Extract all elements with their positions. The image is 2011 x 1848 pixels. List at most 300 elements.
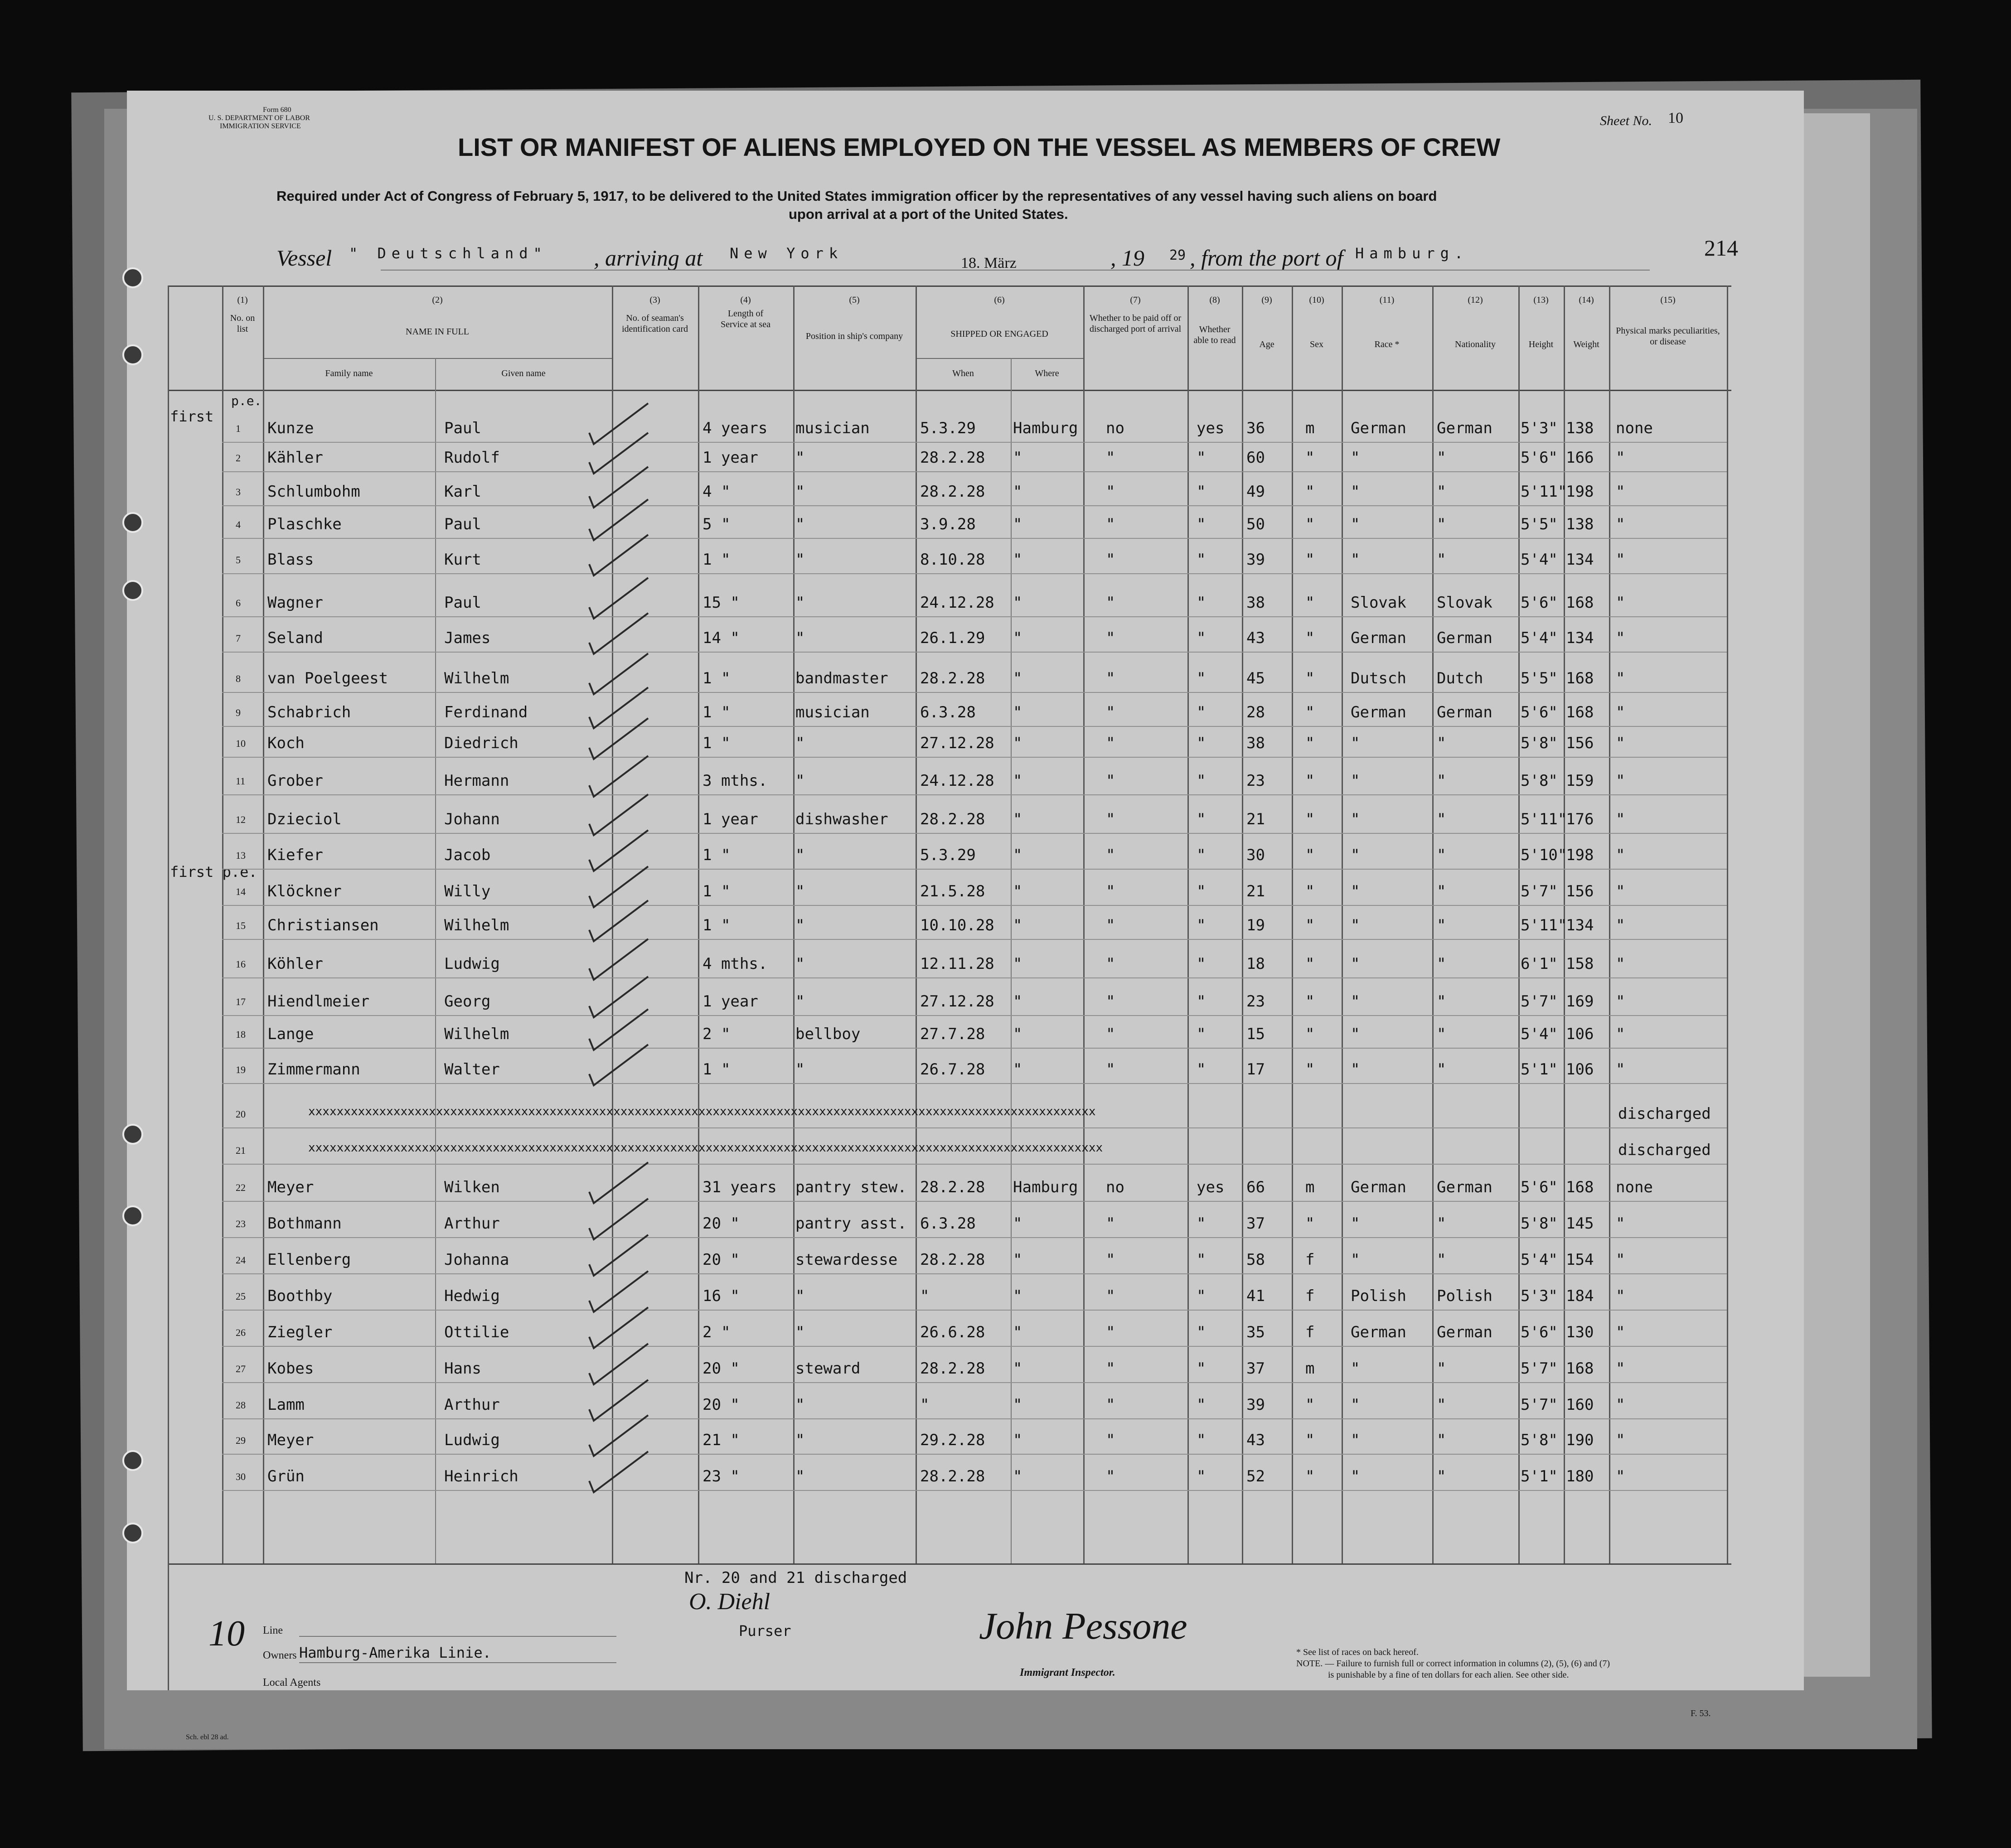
row-nat: "	[1437, 483, 1446, 501]
row-family: Klöckner	[267, 882, 342, 900]
row-family: Koch	[267, 734, 305, 752]
row-family: Kähler	[267, 449, 323, 467]
row-family: Blass	[267, 551, 314, 569]
row-when: 26.1.29	[920, 629, 985, 647]
row-when: "	[920, 1287, 930, 1305]
row-given: Paul	[444, 515, 481, 533]
row-number: 28	[236, 1399, 246, 1411]
vessel-label: Vessel	[276, 245, 332, 271]
row-number: 15	[236, 920, 246, 931]
row-where: "	[1013, 1396, 1022, 1414]
row-age: 15	[1246, 1025, 1265, 1043]
row-marks: "	[1616, 483, 1625, 501]
row-when: 24.12.28	[920, 772, 994, 790]
row-sex: "	[1305, 955, 1315, 973]
row-nat: "	[1437, 992, 1446, 1011]
row-paid: "	[1106, 1359, 1115, 1378]
row-family: Ziegler	[267, 1323, 333, 1341]
row-number: 3	[236, 486, 241, 498]
row-when: 28.2.28	[920, 1467, 985, 1485]
checkmark-icon	[589, 653, 648, 694]
row-nat: German	[1437, 1178, 1493, 1196]
row-given: Diedrich	[444, 734, 518, 752]
row-paid: "	[1106, 669, 1115, 687]
row-where: "	[1013, 955, 1022, 973]
row-read: "	[1197, 1060, 1206, 1079]
row-nat: German	[1437, 629, 1493, 647]
row-age: 37	[1246, 1359, 1265, 1378]
row-when: 21.5.28	[920, 882, 985, 900]
row-given: Paul	[444, 419, 481, 437]
row-position: musician	[795, 419, 870, 437]
row-age: 19	[1246, 916, 1265, 934]
row-nat: German	[1437, 1323, 1493, 1341]
row-race: "	[1351, 1025, 1360, 1043]
row-marks: "	[1616, 551, 1625, 569]
row-read: "	[1197, 1396, 1206, 1414]
row-race: "	[1351, 515, 1360, 533]
col-14-header: Weight	[1573, 339, 1599, 349]
row-marks: "	[1616, 1431, 1625, 1449]
row-service: 31 years	[703, 1178, 777, 1196]
row-nat: German	[1437, 703, 1493, 721]
row-read: "	[1197, 846, 1206, 864]
col-3-header: No. of seaman's identification card	[621, 313, 688, 334]
row-paid: no	[1106, 1178, 1124, 1196]
row-position: "	[795, 594, 805, 612]
row-family: Bothmann	[267, 1214, 342, 1233]
printer-code: Sch. ebl 28 ad.	[186, 1733, 229, 1741]
line-label: Line	[263, 1625, 283, 1636]
margin-note-pe: p.e.	[231, 393, 262, 408]
row-family: Schlumbohm	[267, 483, 360, 501]
local-agents-label: Local Agents	[263, 1677, 321, 1688]
row-marks: "	[1616, 1025, 1625, 1043]
checkmark-icon	[589, 1162, 648, 1203]
row-weight: 168	[1566, 669, 1594, 687]
row-race: German	[1351, 703, 1406, 721]
row-paid: "	[1106, 882, 1115, 900]
row-weight: 134	[1566, 551, 1594, 569]
row-paid: "	[1106, 992, 1115, 1011]
col-4-header: Length of Service at sea	[721, 309, 770, 329]
row-age: 21	[1246, 882, 1265, 900]
checkmark-icon	[589, 1451, 648, 1492]
col-10-num: (10)	[1309, 295, 1324, 305]
row-nat: "	[1437, 846, 1446, 864]
row-number: 18	[236, 1029, 246, 1040]
col-6-where: Where	[1035, 368, 1059, 378]
row-given: Ferdinand	[444, 703, 528, 721]
row-position: "	[795, 955, 805, 973]
row-sex: "	[1305, 1060, 1315, 1079]
row-sex: "	[1305, 772, 1315, 790]
row-marks: none	[1616, 419, 1653, 437]
sheet-number: 10	[1668, 110, 1683, 126]
row-age: 21	[1246, 810, 1265, 828]
row-sex: "	[1305, 882, 1315, 900]
row-read: "	[1197, 594, 1206, 612]
row-race: "	[1351, 810, 1360, 828]
row-paid: "	[1106, 1431, 1115, 1449]
checkmark-icon	[589, 830, 648, 871]
row-nat: "	[1437, 551, 1446, 569]
row-number: 23	[236, 1218, 246, 1229]
row-paid: "	[1106, 846, 1115, 864]
col-14-num: (14)	[1579, 295, 1594, 305]
row-age: 49	[1246, 483, 1265, 501]
col-5-num: (5)	[849, 295, 860, 305]
row-race: "	[1351, 1359, 1360, 1378]
row-when: 24.12.28	[920, 594, 994, 612]
col-3-num: (3)	[649, 295, 660, 305]
row-position: bandmaster	[795, 669, 888, 687]
row-service: 1 "	[703, 916, 731, 934]
row-age: 36	[1246, 419, 1265, 437]
row-age: 39	[1246, 1396, 1265, 1414]
col-5-header: Position in ship's company	[805, 331, 903, 341]
row-height: 5'8"	[1521, 734, 1558, 752]
row-given: Johanna	[444, 1251, 509, 1269]
row-where: Hamburg	[1013, 419, 1078, 437]
row-family: Grober	[267, 772, 323, 790]
row-paid: "	[1106, 515, 1115, 533]
row-nat: Polish	[1437, 1287, 1493, 1305]
checkmark-icon	[589, 467, 648, 508]
races-note: * See list of races on back hereof.	[1296, 1647, 1419, 1657]
row-when: 27.12.28	[920, 734, 994, 752]
row-service: 1 "	[703, 703, 731, 721]
row-sex: "	[1305, 629, 1315, 647]
row-paid: "	[1106, 449, 1115, 467]
row-given: Willy	[444, 882, 491, 900]
row-weight: 106	[1566, 1060, 1594, 1079]
row-when: 10.10.28	[920, 916, 994, 934]
checkmark-icon	[589, 794, 648, 835]
row-family: Köhler	[267, 955, 323, 973]
row-height: 5'10"	[1521, 846, 1567, 864]
row-position: "	[795, 551, 805, 569]
row-paid: "	[1106, 629, 1115, 647]
row-age: 43	[1246, 1431, 1265, 1449]
page-number: 214	[1704, 235, 1738, 261]
row-marks: "	[1616, 515, 1625, 533]
row-position: "	[795, 734, 805, 752]
row-age: 66	[1246, 1178, 1265, 1196]
row-sex: f	[1305, 1251, 1315, 1269]
year-suffix: 29	[1169, 247, 1186, 263]
department-line2: IMMIGRATION SERVICE	[220, 122, 301, 130]
col-7-header: Whether to be paid off or discharged port of arrival	[1089, 313, 1182, 334]
row-marks: "	[1616, 916, 1625, 934]
vessel-name: " Deutschland"	[349, 245, 548, 262]
row-nat: "	[1437, 1025, 1446, 1043]
row-paid: "	[1106, 772, 1115, 790]
row-when: 5.3.29	[920, 419, 976, 437]
row-sex: m	[1305, 1178, 1315, 1196]
row-height: 5'8"	[1521, 1214, 1558, 1233]
page-subtitle-2: upon arrival at a port of the United States.	[789, 206, 1068, 222]
row-marks: "	[1616, 449, 1625, 467]
struck-out-entry: xxxxxxxxxxxxxxxxxxxxxxxxxxxxxxxxxxxxxxxxxxxxxxxxxxxxxxxxxxxxxxxxxxxxxxxxxxxxxxxxxxxxxxxxxxxxxxxxxxxxxxxxxxxxxxxx	[308, 1141, 1103, 1155]
row-weight: 169	[1566, 992, 1594, 1011]
row-given: Wilhelm	[444, 669, 509, 687]
row-number: 10	[236, 738, 246, 749]
row-weight: 176	[1566, 810, 1594, 828]
row-height: 6'1"	[1521, 955, 1558, 973]
row-sex: "	[1305, 1214, 1315, 1233]
row-height: 5'6"	[1521, 1323, 1558, 1341]
row-sex: "	[1305, 916, 1315, 934]
col-4-num: (4)	[740, 295, 751, 305]
row-age: 43	[1246, 629, 1265, 647]
row-height: 5'3"	[1521, 1287, 1558, 1305]
row-where: "	[1013, 1431, 1022, 1449]
row-height: 5'7"	[1521, 882, 1558, 900]
row-service: 16 "	[703, 1287, 740, 1305]
row-service: 1 "	[703, 551, 731, 569]
col-11-num: (11)	[1379, 295, 1395, 305]
row-weight: 156	[1566, 882, 1594, 900]
row-number: 8	[236, 673, 241, 684]
checkmark-icon	[589, 1307, 648, 1348]
row-number: 6	[236, 597, 241, 609]
row-sex: "	[1305, 992, 1315, 1011]
row-service: 1 "	[703, 882, 731, 900]
row-weight: 138	[1566, 419, 1594, 437]
row-nat: "	[1437, 810, 1446, 828]
row-position: "	[795, 992, 805, 1011]
row-position: "	[795, 882, 805, 900]
row-height: 5'6"	[1521, 1178, 1558, 1196]
manifest-page	[127, 91, 1804, 1741]
row-height: 5'7"	[1521, 992, 1558, 1011]
row-given: Wilhelm	[444, 916, 509, 934]
row-weight: 154	[1566, 1251, 1594, 1269]
checkmark-icon	[589, 578, 648, 619]
row-marks: discharged	[1618, 1141, 1711, 1159]
row-marks: "	[1616, 1060, 1625, 1079]
row-weight: 166	[1566, 449, 1594, 467]
row-given: Ludwig	[444, 955, 500, 973]
row-age: 18	[1246, 955, 1265, 973]
form-code: F. 53.	[1691, 1708, 1711, 1718]
row-marks: discharged	[1618, 1105, 1711, 1123]
row-weight: 168	[1566, 1178, 1594, 1196]
row-position: "	[795, 916, 805, 934]
row-height: 5'4"	[1521, 1025, 1558, 1043]
row-service: 1 "	[703, 846, 731, 864]
row-race: "	[1351, 449, 1360, 467]
row-read: "	[1197, 1431, 1206, 1449]
row-number: 14	[236, 886, 246, 897]
row-service: 2 "	[703, 1025, 731, 1043]
row-given: Heinrich	[444, 1467, 518, 1485]
row-nat: "	[1437, 734, 1446, 752]
row-given: Kurt	[444, 551, 481, 569]
row-number: 24	[236, 1254, 246, 1266]
row-position: "	[795, 1431, 805, 1449]
row-read: "	[1197, 992, 1206, 1011]
row-number: 25	[236, 1291, 246, 1302]
row-number: 9	[236, 707, 241, 718]
row-race: "	[1351, 992, 1360, 1011]
row-when: 6.3.28	[920, 1214, 976, 1233]
row-given: Hedwig	[444, 1287, 500, 1305]
row-when: 28.2.28	[920, 1359, 985, 1378]
row-sex: "	[1305, 846, 1315, 864]
row-read: "	[1197, 703, 1206, 721]
row-sex: "	[1305, 515, 1315, 533]
row-where: "	[1013, 449, 1022, 467]
struck-out-entry: xxxxxxxxxxxxxxxxxxxxxxxxxxxxxxxxxxxxxxxxxxxxxxxxxxxxxxxxxxxxxxxxxxxxxxxxxxxxxxxxxxxxxxxxxxxxxxxxxxxxxxxxxxxxxxx	[308, 1105, 1096, 1118]
col-8-num: (8)	[1209, 295, 1220, 305]
row-nat: Slovak	[1437, 594, 1493, 612]
row-read: "	[1197, 1359, 1206, 1378]
row-service: 1 "	[703, 669, 731, 687]
row-number: 13	[236, 850, 246, 861]
row-family: Zimmermann	[267, 1060, 360, 1079]
row-read: "	[1197, 955, 1206, 973]
row-number: 1	[236, 423, 241, 434]
row-paid: "	[1106, 916, 1115, 934]
row-read: "	[1197, 1025, 1206, 1043]
row-given: Rudolf	[444, 449, 500, 467]
row-nat: "	[1437, 1251, 1446, 1269]
row-sex: "	[1305, 703, 1315, 721]
row-family: Grün	[267, 1467, 305, 1485]
row-paid: "	[1106, 1251, 1115, 1269]
row-family: Meyer	[267, 1431, 314, 1449]
row-family: Boothby	[267, 1287, 333, 1305]
row-read: "	[1197, 629, 1206, 647]
row-position: pantry asst.	[795, 1214, 907, 1233]
row-where: Hamburg	[1013, 1178, 1078, 1196]
inspector-label: Immigrant Inspector.	[1020, 1667, 1115, 1679]
row-when: "	[920, 1396, 930, 1414]
row-read: "	[1197, 1323, 1206, 1341]
row-height: 5'11"	[1521, 916, 1567, 934]
row-age: 45	[1246, 669, 1265, 687]
row-when: 26.7.28	[920, 1060, 985, 1079]
row-race: "	[1351, 1396, 1360, 1414]
row-where: "	[1013, 1060, 1022, 1079]
row-number: 29	[236, 1435, 246, 1446]
from-port: Hamburg.	[1355, 245, 1469, 262]
row-race: German	[1351, 629, 1406, 647]
row-service: 3 mths.	[703, 772, 768, 790]
row-family: Kobes	[267, 1359, 314, 1378]
col-15-num: (15)	[1660, 295, 1676, 305]
row-marks: "	[1616, 734, 1625, 752]
row-marks: "	[1616, 882, 1625, 900]
row-sex: "	[1305, 1431, 1315, 1449]
row-sex: "	[1305, 1396, 1315, 1414]
row-when: 26.6.28	[920, 1323, 985, 1341]
row-given: Johann	[444, 810, 500, 828]
col-15-header: Physical marks peculiarities, or disease	[1616, 326, 1720, 347]
margin-note-first: first	[170, 408, 214, 425]
row-where: "	[1013, 1287, 1022, 1305]
row-position: "	[795, 1287, 805, 1305]
row-sex: "	[1305, 669, 1315, 687]
form-number: Form 680	[263, 106, 291, 114]
row-family: Plaschke	[267, 515, 342, 533]
row-height: 5'8"	[1521, 772, 1558, 790]
row-where: "	[1013, 483, 1022, 501]
checkmark-icon	[589, 1199, 648, 1239]
row-family: Seland	[267, 629, 323, 647]
row-height: 5'5"	[1521, 515, 1558, 533]
checkmark-icon	[589, 687, 648, 728]
margin-note-first-pe: first p.e.	[170, 863, 257, 880]
row-height: 5'11"	[1521, 483, 1567, 501]
row-family: Wagner	[267, 594, 323, 612]
row-when: 28.2.28	[920, 1251, 985, 1269]
row-race: "	[1351, 551, 1360, 569]
row-height: 5'11"	[1521, 810, 1567, 828]
row-weight: 190	[1566, 1431, 1594, 1449]
col-13-num: (13)	[1533, 295, 1549, 305]
purser-label: Purser	[739, 1622, 791, 1640]
row-given: Jacob	[444, 846, 491, 864]
row-service: 14 "	[703, 629, 740, 647]
row-position: musician	[795, 703, 870, 721]
row-number: 20	[236, 1108, 246, 1120]
row-marks: "	[1616, 1287, 1625, 1305]
row-nat: "	[1437, 916, 1446, 934]
row-read: "	[1197, 882, 1206, 900]
col-10-header: Sex	[1310, 339, 1323, 349]
checkmark-icon	[589, 939, 648, 980]
row-height: 5'7"	[1521, 1396, 1558, 1414]
row-where: "	[1013, 846, 1022, 864]
col-6-num: (6)	[994, 295, 1005, 305]
row-read: yes	[1197, 419, 1225, 437]
row-number: 11	[236, 775, 246, 787]
row-when: 3.9.28	[920, 515, 976, 533]
row-when: 28.2.28	[920, 810, 985, 828]
from-port-label: , from the port of	[1190, 245, 1343, 271]
row-paid: "	[1106, 734, 1115, 752]
row-weight: 156	[1566, 734, 1594, 752]
row-paid: "	[1106, 1467, 1115, 1485]
row-race: Dutsch	[1351, 669, 1406, 687]
row-race: "	[1351, 955, 1360, 973]
row-given: Wilhelm	[444, 1025, 509, 1043]
row-sex: "	[1305, 449, 1315, 467]
checkmark-icon	[589, 433, 648, 474]
row-read: "	[1197, 772, 1206, 790]
row-family: Kiefer	[267, 846, 323, 864]
row-read: "	[1197, 449, 1206, 467]
row-paid: "	[1106, 703, 1115, 721]
row-given: Hans	[444, 1359, 481, 1378]
row-given: Georg	[444, 992, 491, 1011]
col-2-family: Family name	[325, 368, 373, 378]
row-number: 5	[236, 554, 241, 566]
row-position: "	[795, 1467, 805, 1485]
row-race: "	[1351, 1431, 1360, 1449]
row-age: 28	[1246, 703, 1265, 721]
checkmarks-layer	[127, 91, 1804, 1690]
row-read: yes	[1197, 1178, 1225, 1196]
row-weight: 184	[1566, 1287, 1594, 1305]
row-where: "	[1013, 734, 1022, 752]
row-height: 5'4"	[1521, 551, 1558, 569]
row-number: 17	[236, 996, 246, 1007]
row-weight: 168	[1566, 594, 1594, 612]
